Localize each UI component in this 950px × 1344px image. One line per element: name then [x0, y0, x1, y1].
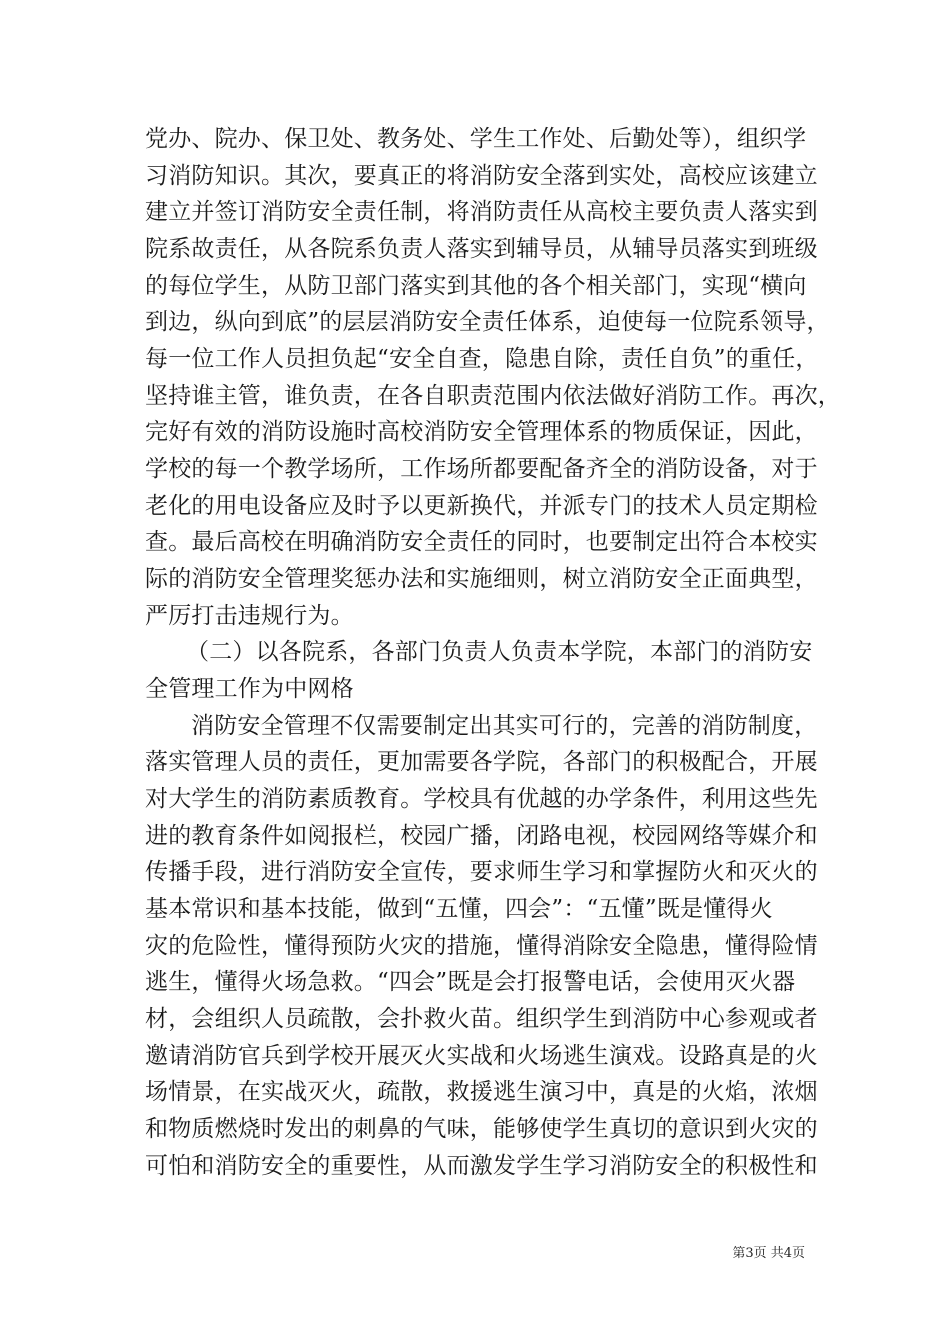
text-line: 查。最后高校在明确消防安全责任的同时，也要制定出符合本校实: [145, 529, 818, 555]
text-line: 严厉打击违规行为。: [145, 603, 354, 629]
text-line: 材，会组织人员疏散，会扑救火苗。组织学生到消防中心参观或者: [145, 1006, 818, 1032]
text-line: 场情景，在实战灭火，疏散，救援逃生演习中，真是的火焰，浓烟: [145, 1079, 818, 1105]
text-line: 习消防知识。其次，要真正的将消防安全落到实处，高校应该建立: [145, 163, 818, 189]
text-line: 每一位工作人员担负起“安全自查，隐患自除，责任自负”的重任，: [145, 346, 819, 372]
text-line: 和物质燃烧时发出的刺鼻的气味，能够使学生真切的意识到火灾的: [145, 1116, 818, 1142]
text-line: 基本常识和基本技能，做到“五懂，四会”：“五懂”既是懂得火: [145, 896, 773, 922]
text-line: 对大学生的消防素质教育。学校具有优越的办学条件，利用这些先: [145, 786, 818, 812]
text-line: 落实管理人员的责任，更加需要各学院，各部门的积极配合，开展: [145, 749, 818, 775]
section-heading-line: 全管理工作为中网格: [145, 676, 354, 702]
text-line: 到边，纵向到底”的层层消防安全责任体系，迫使每一位院系领导，: [145, 309, 830, 335]
text-line: 邀请消防官兵到学校开展灭火实战和火场逃生演戏。设路真是的火: [145, 1043, 818, 1069]
text-line: 灾的危险性，懂得预防火灾的措施，懂得消除安全隐患，懂得险情: [145, 933, 818, 959]
text-line: 的每位学生，从防卫部门落实到其他的各个相关部门，实现“横向: [145, 273, 807, 299]
text-line: 可怕和消防安全的重要性，从而激发学生学习消防安全的积极性和: [145, 1153, 818, 1179]
page-number-footer: 第3页 共4页: [732, 1246, 805, 1261]
section-heading-line: （二）以各院系，各部门负责人负责本学院，本部门的消防安: [186, 639, 813, 665]
text-line: 逃生，懂得火场急救。“四会”既是会打报警电话，会使用灭火器: [145, 969, 796, 995]
text-line: 消防安全管理不仅需要制定出其实可行的，完善的消防制度，: [191, 713, 818, 739]
text-line: 完好有效的消防设施时高校消防安全管理体系的物质保证，因此，: [145, 419, 818, 445]
text-line: 建立并签订消防安全责任制，将消防责任从高校主要负责人落实到: [145, 199, 818, 225]
text-line: 院系故责任，从各院系负责人落实到辅导员，从辅导员落实到班级: [145, 236, 818, 262]
text-line: 党办、院办、保卫处、教务处、学生工作处、后勤处等），组织学: [145, 126, 807, 152]
text-line: 学校的每一个教学场所，工作场所都要配备齐全的消防设备，对于: [145, 456, 818, 482]
text-line: 老化的用电设备应及时予以更新换代，并派专门的技术人员定期检: [145, 493, 818, 519]
text-line: 传播手段，进行消防安全宣传，要求师生学习和掌握防火和灭火的: [145, 859, 818, 885]
text-line: 际的消防安全管理奖惩办法和实施细则，树立消防安全正面典型，: [145, 566, 818, 592]
text-line: 坚持谁主管，谁负责，在各自职责范围内依法做好消防工作。再次，: [145, 383, 841, 409]
text-line: 进的教育条件如阅报栏，校园广播，闭路电视，校园网络等媒介和: [145, 823, 818, 849]
